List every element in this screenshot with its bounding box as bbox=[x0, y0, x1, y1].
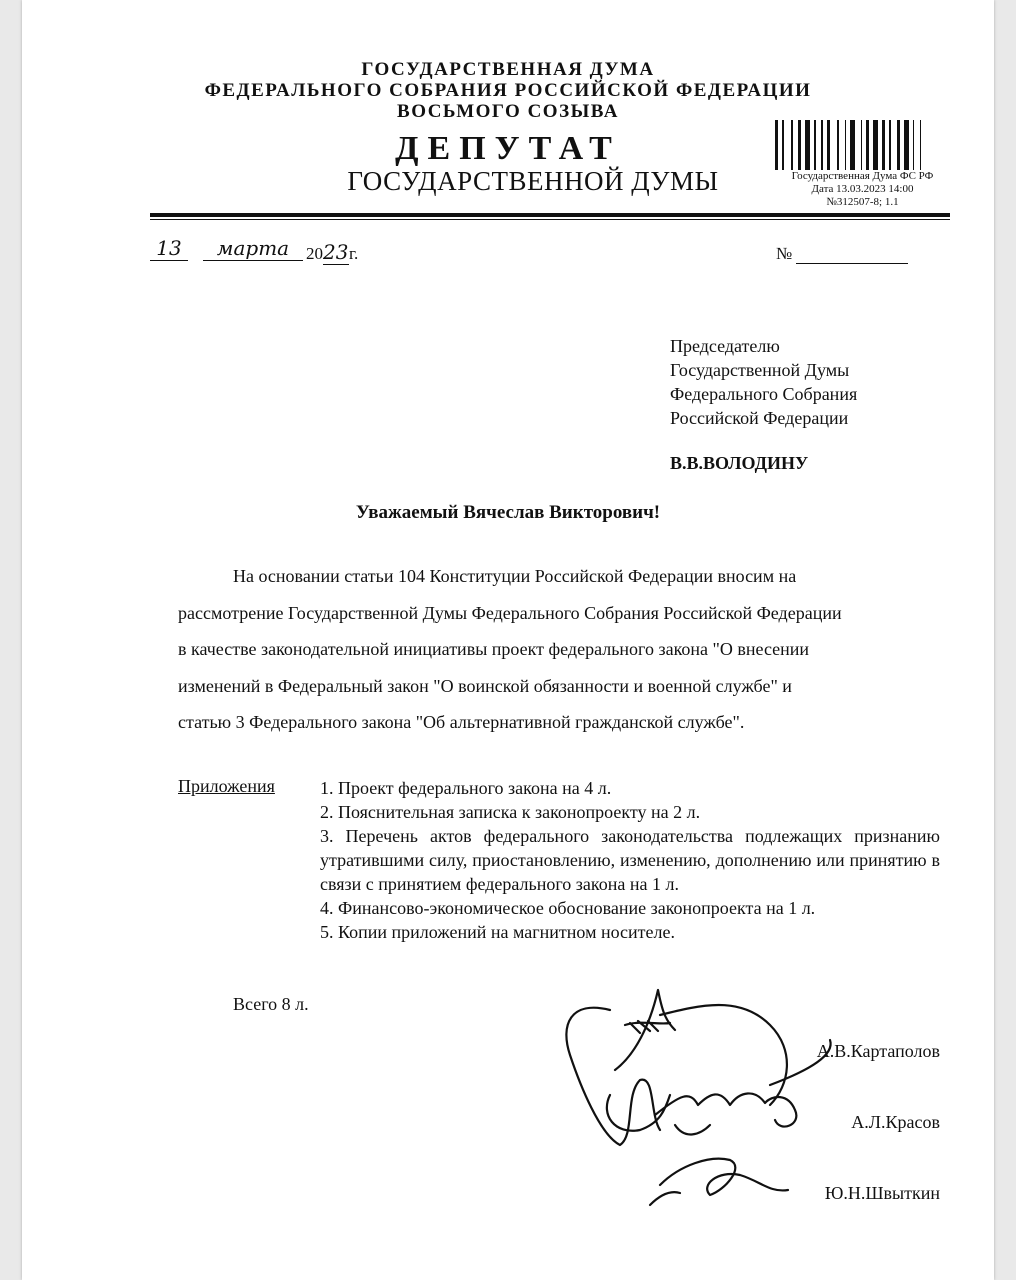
body-line: рассмотрение Государственной Думы Федерального Собрания Российской Федерации bbox=[178, 602, 842, 623]
header-rule-thin bbox=[150, 219, 950, 220]
body-line: в качестве законодательной инициативы проект федерального закона "О внесении bbox=[178, 639, 810, 659]
body-paragraph bbox=[178, 558, 940, 741]
signatory-name: А.В.Картаполов bbox=[816, 1041, 940, 1061]
barcode-bar bbox=[837, 120, 839, 170]
outgoing-number bbox=[776, 244, 908, 264]
header-line-2: ФЕДЕРАЛЬНОГО СОБРАНИЯ РОССИЙСКОЙ ФЕДЕРАЦИИ bbox=[204, 80, 812, 101]
registration-number: №312507-8; 1.1 bbox=[826, 196, 899, 208]
body-line: изменений в Федеральный закон "О воинской обязанности и военной службе" и bbox=[178, 675, 792, 696]
barcode-bar bbox=[782, 120, 784, 170]
attachment-item: 4. Финансово-экономическое обоснование законопроекта на 1 л. bbox=[320, 898, 816, 918]
barcode-bar bbox=[889, 120, 891, 170]
header-line-1: ГОСУДАРСТВЕННАЯ ДУМА bbox=[361, 59, 655, 80]
total-pages: Всего 8 л. bbox=[233, 994, 309, 1014]
addressee-line: Федерального Собрания bbox=[670, 384, 858, 404]
addressee-name: В.В.ВОЛОДИНУ bbox=[670, 453, 809, 473]
addressee-line: Председателю bbox=[670, 336, 780, 356]
barcode-bar bbox=[904, 120, 909, 170]
barcode-bar bbox=[827, 120, 830, 170]
barcode-bar bbox=[861, 120, 863, 170]
date-year-suffix: 23 bbox=[323, 240, 349, 264]
attachment-item: 5. Копии приложений на магнитном носителе. bbox=[320, 922, 675, 942]
barcode-bar bbox=[814, 120, 816, 170]
attachments-label: Приложения bbox=[178, 776, 275, 796]
barcode-bar bbox=[897, 120, 900, 170]
signatory-name: А.Л.Красов bbox=[851, 1112, 940, 1132]
barcode bbox=[775, 120, 950, 170]
barcode-bar bbox=[821, 120, 823, 170]
header-line-3: ВОСЬМОГО СОЗЫВА bbox=[397, 101, 619, 122]
header-title: ДЕПУТАТ bbox=[395, 130, 621, 167]
header-rule-thick bbox=[150, 213, 950, 217]
registration-date: Дата 13.03.2023 14:00 bbox=[811, 183, 914, 195]
barcode-bar bbox=[850, 120, 855, 170]
date-year bbox=[306, 240, 358, 265]
barcode-bar bbox=[873, 120, 878, 170]
number-label: № bbox=[776, 244, 793, 263]
barcode-bar bbox=[882, 120, 885, 170]
date-month-value: марта bbox=[203, 236, 303, 261]
body-line: статью 3 Федерального закона "Об альтернативной гражданской службе". bbox=[178, 712, 745, 732]
barcode-bar bbox=[913, 120, 915, 170]
attachment-item: 2. Пояснительная записка к законопроекту на 2 л. bbox=[320, 802, 701, 822]
addressee-block bbox=[670, 334, 857, 430]
date-year-prefix: 20 bbox=[306, 244, 323, 263]
salutation: Уважаемый Вячеслав Викторович! bbox=[355, 502, 661, 523]
barcode-bar bbox=[845, 120, 847, 170]
addressee-line: Российской Федерации bbox=[670, 408, 849, 428]
header-subtitle: ГОСУДАРСТВЕННОЙ ДУМЫ bbox=[347, 166, 719, 196]
date-month bbox=[203, 236, 303, 261]
attachment-item: 3. Перечень актов федерального законодательства подлежащих признанию утратившими силу, приостановлению, изменению, дополнению или принятию в связи с принятием федерального закона на 1 л. bbox=[320, 826, 940, 894]
date-day-value: 13 bbox=[150, 236, 188, 261]
barcode-bar bbox=[791, 120, 793, 170]
addressee-line: Государственной Думы bbox=[670, 360, 850, 380]
barcode-bar bbox=[866, 120, 869, 170]
attachment-item: 1. Проект федерального закона на 4 л. bbox=[320, 778, 612, 798]
number-blank bbox=[796, 247, 908, 264]
barcode-bar bbox=[805, 120, 810, 170]
date-day bbox=[150, 236, 188, 261]
date-year-mark: г. bbox=[349, 244, 359, 263]
attachments-list bbox=[320, 776, 940, 944]
registration-org: Государственная Дума ФС РФ bbox=[791, 170, 934, 182]
registration-stamp bbox=[765, 170, 960, 209]
signatory-name: Ю.Н.Швыткин bbox=[824, 1183, 940, 1203]
barcode-bar bbox=[775, 120, 778, 170]
body-line: На основании статьи 104 Конституции Российской Федерации вносим на bbox=[233, 566, 797, 586]
barcode-bar bbox=[798, 120, 801, 170]
barcode-bar bbox=[920, 120, 922, 170]
signature bbox=[540, 985, 840, 1215]
